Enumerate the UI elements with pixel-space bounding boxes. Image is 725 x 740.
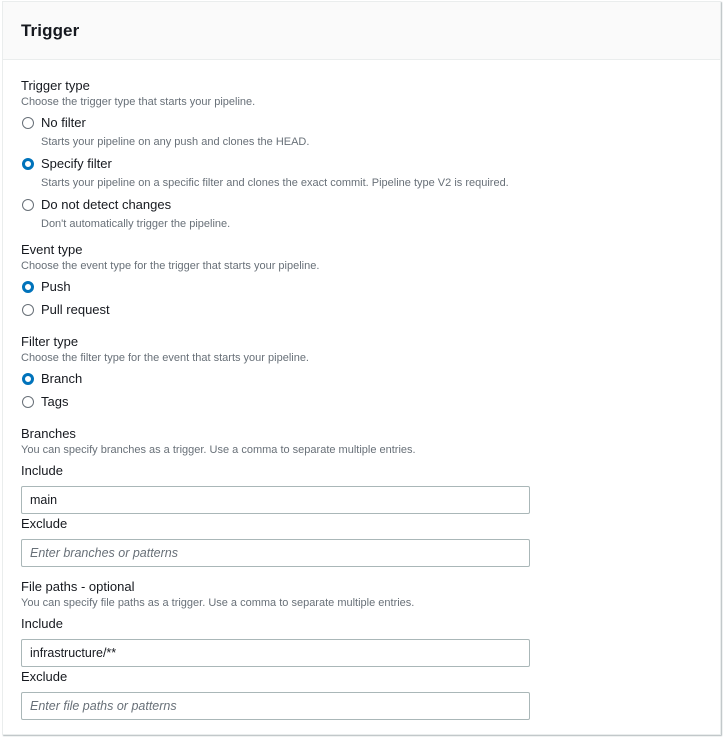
radio-label: Push bbox=[41, 279, 71, 294]
card-title: Trigger bbox=[21, 20, 80, 40]
card-body bbox=[3, 60, 720, 684]
radio-label: Pull request bbox=[41, 302, 110, 317]
event-type-label: Event type bbox=[21, 242, 83, 257]
branches-include-label: Include bbox=[21, 463, 63, 478]
radio-label: Tags bbox=[41, 394, 69, 409]
radio-description: Starts your pipeline on any push and clones the HEAD. bbox=[41, 136, 310, 148]
event-type-description: Choose the event type for the trigger that starts your pipeline. bbox=[21, 260, 320, 272]
branches-group bbox=[21, 426, 530, 567]
file-paths-group bbox=[21, 579, 530, 720]
event-type-group bbox=[21, 242, 319, 318]
radio-label: Do not detect changes bbox=[41, 197, 172, 212]
branches-include-input[interactable] bbox=[21, 486, 530, 514]
trigger-type-description: Choose the trigger type that starts your pipeline. bbox=[21, 96, 256, 108]
radio-label: Branch bbox=[41, 371, 83, 386]
file-paths-include-label: Include bbox=[21, 616, 63, 631]
filter-type-group bbox=[21, 334, 309, 410]
file-paths-label: File paths - optional bbox=[21, 579, 135, 594]
radio-label: Specify filter bbox=[41, 156, 112, 171]
branches-description: You can specify branches as a trigger. Use a comma to separate multiple entries. bbox=[21, 444, 416, 456]
radio-push[interactable] bbox=[21, 279, 319, 295]
filter-type-description: Choose the filter type for the event that starts your pipeline. bbox=[21, 352, 309, 364]
radio-tags[interactable] bbox=[21, 394, 309, 410]
trigger-type-group bbox=[21, 78, 509, 231]
radio-checked-icon[interactable] bbox=[22, 373, 34, 385]
radio-unchecked-icon[interactable] bbox=[22, 117, 34, 129]
radio-label: No filter bbox=[41, 115, 86, 130]
radio-checked-icon[interactable] bbox=[22, 158, 34, 170]
radio-unchecked-icon[interactable] bbox=[22, 396, 34, 408]
filter-type-label: Filter type bbox=[21, 334, 79, 349]
file-paths-include-input[interactable] bbox=[21, 639, 530, 667]
radio-unchecked-icon[interactable] bbox=[22, 304, 34, 316]
card-header bbox=[3, 2, 720, 60]
branches-exclude-input[interactable] bbox=[21, 539, 530, 567]
radio-description: Starts your pipeline on a specific filter and clones the exact commit. Pipeline type V2 is required. bbox=[41, 177, 509, 189]
branches-exclude-label: Exclude bbox=[21, 516, 68, 531]
radio-description: Don't automatically trigger the pipeline. bbox=[41, 218, 231, 230]
file-paths-description: You can specify file paths as a trigger. Use a comma to separate multiple entries. bbox=[21, 597, 415, 609]
radio-specify-filter[interactable] bbox=[21, 156, 509, 190]
radio-no-filter[interactable] bbox=[21, 115, 509, 149]
radio-pull-request[interactable] bbox=[21, 302, 319, 318]
radio-checked-icon[interactable] bbox=[22, 281, 34, 293]
radio-unchecked-icon[interactable] bbox=[22, 199, 34, 211]
branches-label: Branches bbox=[21, 426, 76, 441]
radio-branch[interactable] bbox=[21, 371, 309, 387]
trigger-card bbox=[2, 1, 721, 735]
radio-do-not-detect-changes[interactable] bbox=[21, 197, 509, 231]
file-paths-exclude-input[interactable] bbox=[21, 692, 530, 720]
trigger-type-label: Trigger type bbox=[21, 78, 90, 93]
file-paths-exclude-label: Exclude bbox=[21, 669, 68, 684]
